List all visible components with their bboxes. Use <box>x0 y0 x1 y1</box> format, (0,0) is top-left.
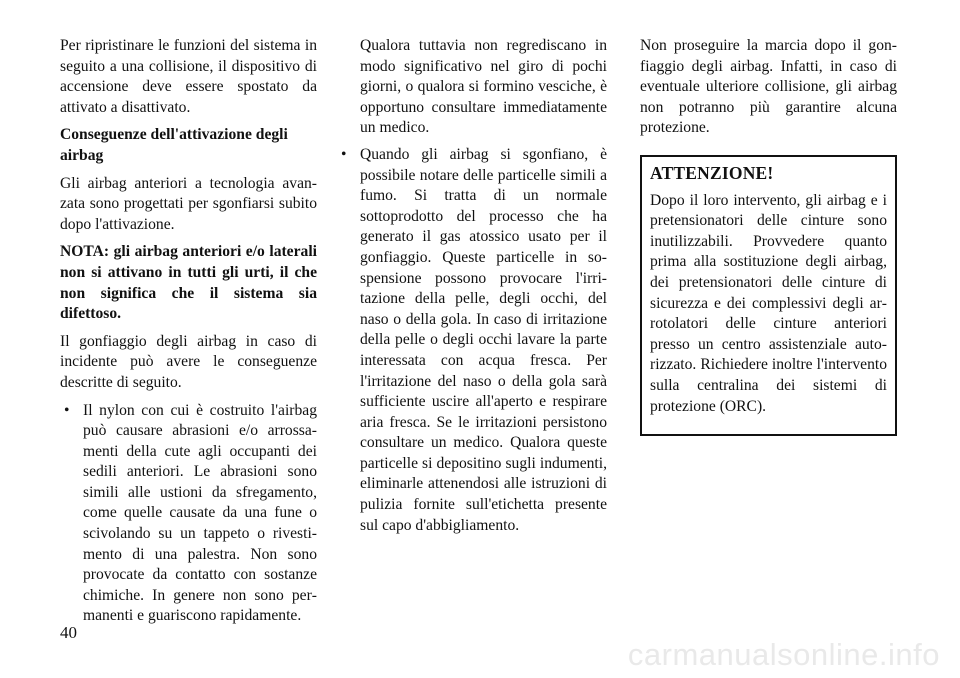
paragraph-stop-driving: Non proseguire la marcia dopo il gonfiaggio degli airbag. Infatti, in caso di eventuale ulteriore collisione, gli airbag non potranno più garantire alcuna protezione. <box>640 37 897 137</box>
watermark: carmanualsonline.info <box>627 637 940 672</box>
list-item-text: Quando gli airbag si sgonfiano, è possibile notare delle particelle simili a fumo. Si tratta di un normale sottoprodotto del processo che ha generato il gas atossico usato per il gonfiaggio. Queste particelle in sospensione possono provocare l'irritazione della pelle, degli occhi, del naso o della gola. In caso di irritazione della pelle o degli occhi lavare la parte interessata con acqua fresca. Per l'irritazione del naso o della gola sarà sufficiente uscire all'aperto e respirare aria fresca. Se le irritazioni persistono consultare un medico. Qualora queste particelle si depositino sugli indumenti, eliminarle attenendosi alle istruzioni di pulizia fornite sull'etichetta presente sul capo d'abbigliamento. <box>360 145 607 534</box>
list-item-nylon <box>60 401 317 628</box>
column-right <box>640 36 897 436</box>
page-number: 40 <box>60 623 77 642</box>
warning-title: ATTENZIONE! <box>650 162 774 183</box>
section-heading: Conseguenze dell'attivazione degli airbag <box>60 126 288 164</box>
bullet-list <box>60 401 317 628</box>
bullet-icon: • <box>341 145 347 163</box>
bullet-list <box>337 145 607 536</box>
list-item-text: Il nylon con cui è costruito l'airbag può causare abrasioni e/o arrossamenti della cute agli occupanti dei sedili anteriori. Le abrasioni sono simili alle ustioni da sfregamento, come quelle causate da una fune o scivolando su un tappeto o rivestimento di una palestra. Non sono provocate da contatto con sostanze chimiche. In genere non sono permanenti e guariscono rapidamente. <box>83 401 317 625</box>
warning-text: Dopo il loro intervento, gli airbag e i pretensionatori delle cinture sono inutilizzabili. Provvedere quanto prima alla sostituzione degli airbag, dei pretensionatori delle cinture di sicurezza e dei complessivi degli arrotolatori delle cinture anteriori presso un centro assistenziale autorizzato. Richiedere inoltre l'intervento sulla centralina dei sistemi di protezione (ORC). <box>650 191 887 415</box>
paragraph-deflate: Gli airbag anteriori a tecnologia avanzata sono progettati per sgonfiarsi subito dopo l'attivazione. <box>60 174 317 233</box>
list-item-particles <box>337 145 607 536</box>
paragraph-consequences: Il gonfiaggio degli airbag in caso di incidente può avere le conseguenze descritte di seguito. <box>60 332 317 391</box>
intro-paragraph: Per ripristinare le funzioni del sistema in seguito a una collisione, il dispositivo di accensione deve essere spostato da attivato a disattivato. <box>60 37 317 116</box>
bullet-icon: • <box>64 401 70 419</box>
warning-box <box>640 155 897 436</box>
list-item-continued-text: Qualora tuttavia non regrediscano in modo significativo nel giro di pochi giorni, o qualora si formino vesciche, è opportuno consultare immediatamente un medico. <box>360 37 607 137</box>
note-paragraph: NOTA: gli airbag anteriori e/o laterali non si attivano in tutti gli urti, il che non significa che il sistema sia difettoso. <box>60 243 317 323</box>
column-middle <box>337 36 607 542</box>
column-left <box>60 36 317 633</box>
